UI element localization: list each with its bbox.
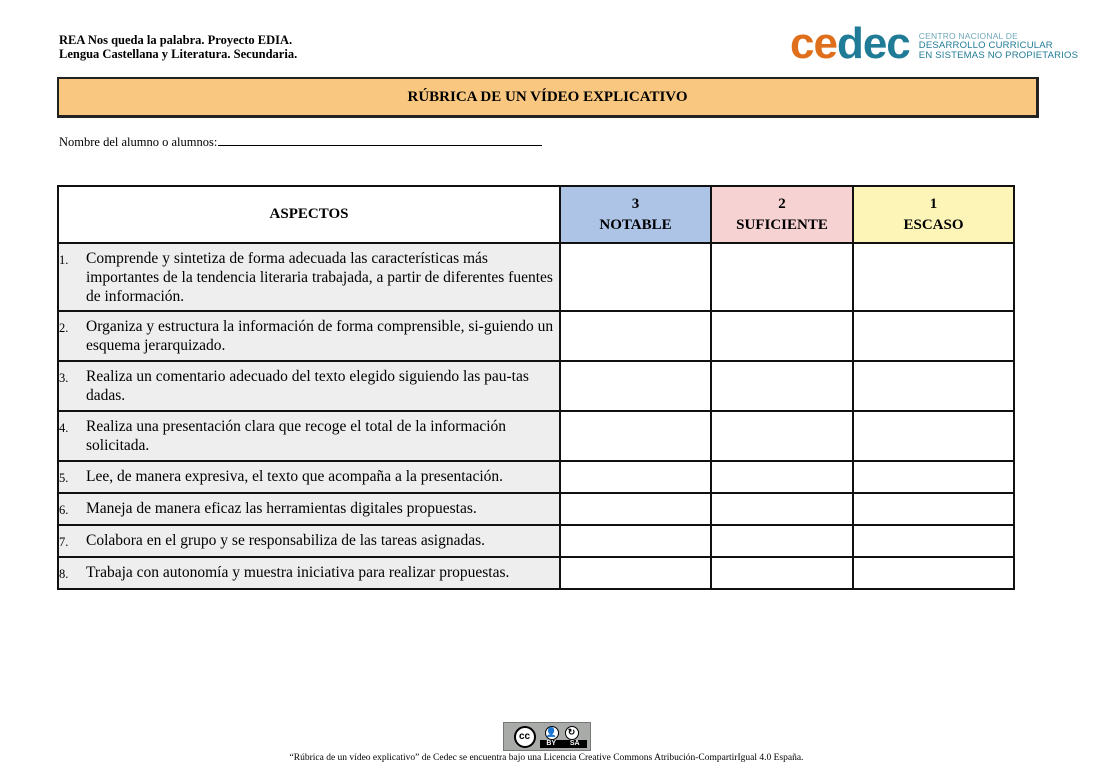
table-row (58, 311, 1014, 361)
cedec-logo-tagline (919, 31, 1078, 61)
attribution-person-icon: 👤 (545, 726, 559, 740)
aspect-text: Organiza y estructura la información de forma comprensible, si-guiendo un esquema jerarquizado. (86, 318, 554, 354)
rubric-title-bar (57, 77, 1039, 118)
score-cell-escaso[interactable] (853, 493, 1014, 525)
score-cell-notable[interactable] (560, 311, 711, 361)
aspect-number: 6. (59, 502, 69, 517)
aspect-cell (58, 557, 560, 589)
aspect-cell (58, 493, 560, 525)
level-score: 2 (778, 195, 786, 212)
score-cell-notable[interactable] (560, 243, 711, 311)
score-cell-suficiente[interactable] (711, 361, 853, 411)
aspect-cell (58, 525, 560, 557)
student-name-blank-line (218, 135, 542, 146)
score-cell-escaso[interactable] (853, 243, 1014, 311)
table-row (58, 461, 1014, 493)
score-cell-notable[interactable] (560, 525, 711, 557)
table-row (58, 493, 1014, 525)
score-cell-notable[interactable] (560, 411, 711, 461)
logo-word-ce: ce (790, 19, 837, 68)
table-row (58, 411, 1014, 461)
level-label: SUFICIENTE (736, 216, 828, 233)
score-cell-suficiente[interactable] (711, 525, 853, 557)
level-header-escaso (853, 186, 1014, 243)
score-cell-notable[interactable] (560, 361, 711, 411)
score-cell-suficiente[interactable] (711, 557, 853, 589)
student-name-label: Nombre del alumno o alumnos: (59, 135, 218, 149)
level-header-suficiente (711, 186, 853, 243)
table-row (58, 557, 1014, 589)
score-cell-escaso[interactable] (853, 525, 1014, 557)
score-cell-notable[interactable] (560, 493, 711, 525)
aspect-text: Trabaja con autonomía y muestra iniciativa para realizar propuestas. (86, 563, 510, 581)
score-cell-escaso[interactable] (853, 311, 1014, 361)
aspect-number: 4. (59, 421, 69, 435)
table-row (58, 525, 1014, 557)
header-line-1: REA Nos queda la palabra. Proyecto EDIA. (59, 33, 293, 47)
license-icons (542, 726, 582, 740)
share-alike-icon: ↻ (565, 726, 579, 740)
logo-tagline-2: DESARROLLO CURRICULAR (918, 40, 1053, 51)
cedec-logo (790, 19, 1079, 68)
student-name-field (59, 135, 542, 150)
aspect-text: Maneja de manera eficaz las herramientas digitales propuestas. (86, 499, 477, 517)
aspect-number: 5. (59, 470, 69, 485)
score-cell-escaso[interactable] (853, 461, 1014, 493)
aspects-header: ASPECTOS (58, 186, 560, 243)
score-cell-suficiente[interactable] (711, 311, 853, 361)
level-header-notable (560, 186, 711, 243)
score-cell-suficiente[interactable] (711, 461, 853, 493)
aspect-cell (58, 411, 560, 461)
score-cell-suficiente[interactable] (711, 243, 853, 311)
aspect-text: Realiza una presentación clara que recoge el total de la información solicitada. (86, 418, 507, 454)
table-row (58, 361, 1014, 411)
logo-tagline-3: EN SISTEMAS NO PROPIETARIOS (918, 50, 1079, 61)
aspect-number: 7. (59, 534, 69, 549)
logo-word-dec: dec (836, 19, 910, 68)
score-cell-notable[interactable] (560, 557, 711, 589)
aspect-text: Realiza un comentario adecuado del texto elegido siguiendo las pau-tas dadas. (86, 368, 529, 404)
rubric-title: RÚBRICA DE UN VÍDEO EXPLICATIVO (407, 88, 688, 105)
creative-commons-icon: cc (514, 726, 536, 748)
license-footer (0, 722, 1093, 763)
table-row (58, 243, 1014, 311)
level-score: 1 (929, 195, 938, 212)
aspect-number: 8. (59, 566, 69, 581)
aspect-text: Lee, de manera expresiva, el texto que acompaña a la presentación. (86, 467, 504, 485)
level-label: ESCASO (903, 216, 964, 233)
score-cell-escaso[interactable] (853, 361, 1014, 411)
cedec-logo-wordmark (790, 19, 910, 68)
header-line-2: Lengua Castellana y Literatura. Secundaria. (59, 47, 298, 61)
aspect-cell (58, 311, 560, 361)
document-header (59, 33, 297, 61)
rubric-header-row (58, 186, 1014, 243)
license-text: “Rúbrica de un vídeo explicativo” de Cedec se encuentra bajo una Licencia Creative Commons Atribución-CompartirIgual 4.0 España. (289, 753, 804, 763)
sa-label: SA (569, 740, 580, 747)
score-cell-escaso[interactable] (853, 411, 1014, 461)
score-cell-notable[interactable] (560, 461, 711, 493)
rubric-table (57, 185, 1015, 590)
score-cell-escaso[interactable] (853, 557, 1014, 589)
aspect-text: Comprende y sintetiza de forma adecuada las características más importantes de la tendencia literaria trabajada, a partir de diferentes fuentes de información. (86, 249, 553, 305)
aspect-cell (58, 243, 560, 311)
logo-tagline-1: CENTRO NACIONAL DE (918, 31, 1018, 41)
license-strip (540, 740, 587, 748)
score-cell-suficiente[interactable] (711, 493, 853, 525)
aspect-number: 2. (59, 321, 69, 335)
aspect-cell (58, 361, 560, 411)
aspect-number: 3. (59, 371, 69, 385)
level-score: 3 (631, 195, 640, 212)
score-cell-suficiente[interactable] (711, 411, 853, 461)
aspect-cell (58, 461, 560, 493)
level-label: NOTABLE (599, 216, 672, 233)
by-label: BY (546, 740, 557, 747)
aspect-text: Colabora en el grupo y se responsabiliza de las tareas asignadas. (86, 531, 485, 549)
aspect-number: 1. (59, 252, 69, 267)
cc-by-sa-badge[interactable] (503, 722, 591, 751)
